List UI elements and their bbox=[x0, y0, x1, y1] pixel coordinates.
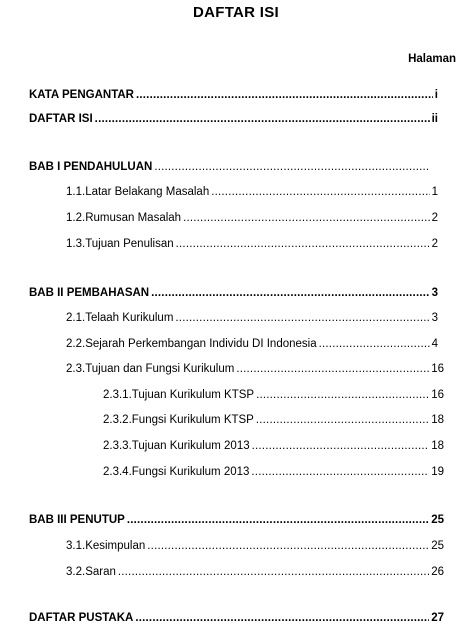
dot-leader bbox=[251, 465, 429, 479]
page-column-header: Halaman bbox=[408, 53, 456, 65]
toc-entry-label: Kesimpulan bbox=[85, 540, 146, 552]
toc-entry-label: BAB III PENUTUP bbox=[29, 514, 125, 526]
toc-entry-2-3-3 bbox=[103, 439, 444, 453]
dot-leader bbox=[252, 439, 430, 453]
dot-leader bbox=[154, 160, 429, 174]
dot-leader bbox=[136, 88, 433, 102]
toc-entry-label: Saran bbox=[85, 566, 116, 578]
toc-entry-number: 2.2. bbox=[66, 338, 86, 350]
dot-leader bbox=[175, 311, 429, 325]
dot-leader bbox=[319, 337, 430, 351]
toc-entry-label: Tujuan dan Fungsi Kurikulum bbox=[85, 363, 235, 375]
dot-leader bbox=[151, 286, 429, 300]
toc-entry-page: 16 bbox=[431, 389, 444, 401]
page-title: DAFTAR ISI bbox=[192, 4, 280, 21]
toc-entry-number: 2.3.1. bbox=[103, 389, 132, 401]
toc-chapter-bab-3 bbox=[29, 513, 444, 527]
toc-entry-label: Tujuan Kurikulum 2013 bbox=[131, 440, 250, 452]
toc-entry-number: 2.3.2. bbox=[103, 414, 132, 426]
toc-entry-number: 3.1. bbox=[66, 540, 86, 552]
toc-entry-page: 26 bbox=[431, 566, 444, 578]
toc-entry-2-2 bbox=[66, 337, 438, 351]
toc-entry-page: 19 bbox=[431, 466, 444, 478]
toc-chapter-bab-2 bbox=[29, 286, 438, 300]
toc-entry-3-2 bbox=[66, 565, 444, 579]
toc-entry-label: Latar Belakang Masalah bbox=[85, 186, 210, 198]
toc-entry-page: 2 bbox=[431, 212, 438, 224]
toc-entry-page: 25 bbox=[431, 514, 444, 526]
toc-entry-label: Sejarah Perkembangan Individu DI Indonesia bbox=[85, 338, 317, 350]
toc-entry-page: 27 bbox=[431, 612, 444, 624]
toc-entry-1-2 bbox=[66, 211, 438, 225]
dot-leader bbox=[135, 611, 429, 625]
toc-entry-2-3 bbox=[66, 362, 444, 376]
toc-entry-1-1 bbox=[66, 185, 438, 199]
dot-leader bbox=[256, 388, 429, 402]
dot-leader bbox=[127, 513, 429, 527]
toc-entry-page: 3 bbox=[431, 312, 438, 324]
toc-entry-label: BAB II PEMBAHASAN bbox=[29, 287, 150, 299]
toc-entry-number: 1.3. bbox=[66, 238, 86, 250]
toc-entry-2-3-2 bbox=[103, 413, 444, 427]
toc-entry-number: 2.3. bbox=[66, 363, 86, 375]
toc-entry-1-3 bbox=[66, 237, 438, 251]
dot-leader bbox=[211, 185, 429, 199]
toc-chapter-bab-1 bbox=[29, 160, 431, 174]
toc-entry-page: 25 bbox=[431, 540, 444, 552]
dot-leader bbox=[236, 362, 429, 376]
toc-entry-page: 3 bbox=[431, 287, 438, 299]
toc-entry-3-1 bbox=[66, 539, 444, 553]
dot-leader bbox=[147, 539, 429, 553]
dot-leader bbox=[256, 413, 429, 427]
toc-entry-label: Rumusan Masalah bbox=[85, 212, 182, 224]
toc-entry-label: Fungsi Kurikulum KTSP bbox=[131, 414, 254, 426]
toc-entry-page: 16 bbox=[431, 363, 444, 375]
toc-entry-page: 18 bbox=[431, 440, 444, 452]
toc-entry-label: DAFTAR ISI bbox=[29, 113, 93, 125]
dot-leader bbox=[118, 565, 429, 579]
toc-entry-label: Tujuan Penulisan bbox=[85, 238, 174, 250]
toc-entry-2-3-1 bbox=[103, 388, 444, 402]
toc-entry-label: KATA PENGANTAR bbox=[29, 89, 134, 101]
toc-entry-number: 2.1. bbox=[66, 312, 86, 324]
toc-entry-label: BAB I PENDAHULUAN bbox=[29, 161, 153, 173]
toc-entry-page: 4 bbox=[431, 338, 438, 350]
toc-entry-number: 2.3.3. bbox=[103, 440, 132, 452]
dot-leader bbox=[176, 237, 430, 251]
toc-entry-page: ii bbox=[431, 113, 438, 125]
toc-entry-number: 2.3.4. bbox=[103, 466, 132, 478]
toc-entry-daftar-pustaka bbox=[29, 611, 444, 625]
toc-entry-label: Telaah Kurikulum bbox=[85, 312, 174, 324]
toc-entry-label: Tujuan Kurikulum KTSP bbox=[131, 389, 255, 401]
toc-entry-2-3-4 bbox=[103, 465, 444, 479]
toc-entry-number: 1.1. bbox=[66, 186, 86, 198]
toc-entry-kata-pengantar bbox=[29, 88, 438, 102]
toc-entry-page: 1 bbox=[431, 186, 438, 198]
toc-entry-number: 1.2. bbox=[66, 212, 86, 224]
toc-entry-2-1 bbox=[66, 311, 438, 325]
toc-entry-label: DAFTAR PUSTAKA bbox=[29, 612, 134, 624]
dot-leader bbox=[95, 112, 430, 126]
toc-entry-number: 3.2. bbox=[66, 566, 86, 578]
toc-entry-label: Fungsi Kurikulum 2013 bbox=[131, 466, 250, 478]
toc-entry-page: 18 bbox=[431, 414, 444, 426]
toc-entry-page: 2 bbox=[431, 238, 438, 250]
toc-entry-page: i bbox=[434, 89, 438, 101]
toc-entry-daftar-isi bbox=[29, 112, 438, 126]
dot-leader bbox=[183, 211, 430, 225]
